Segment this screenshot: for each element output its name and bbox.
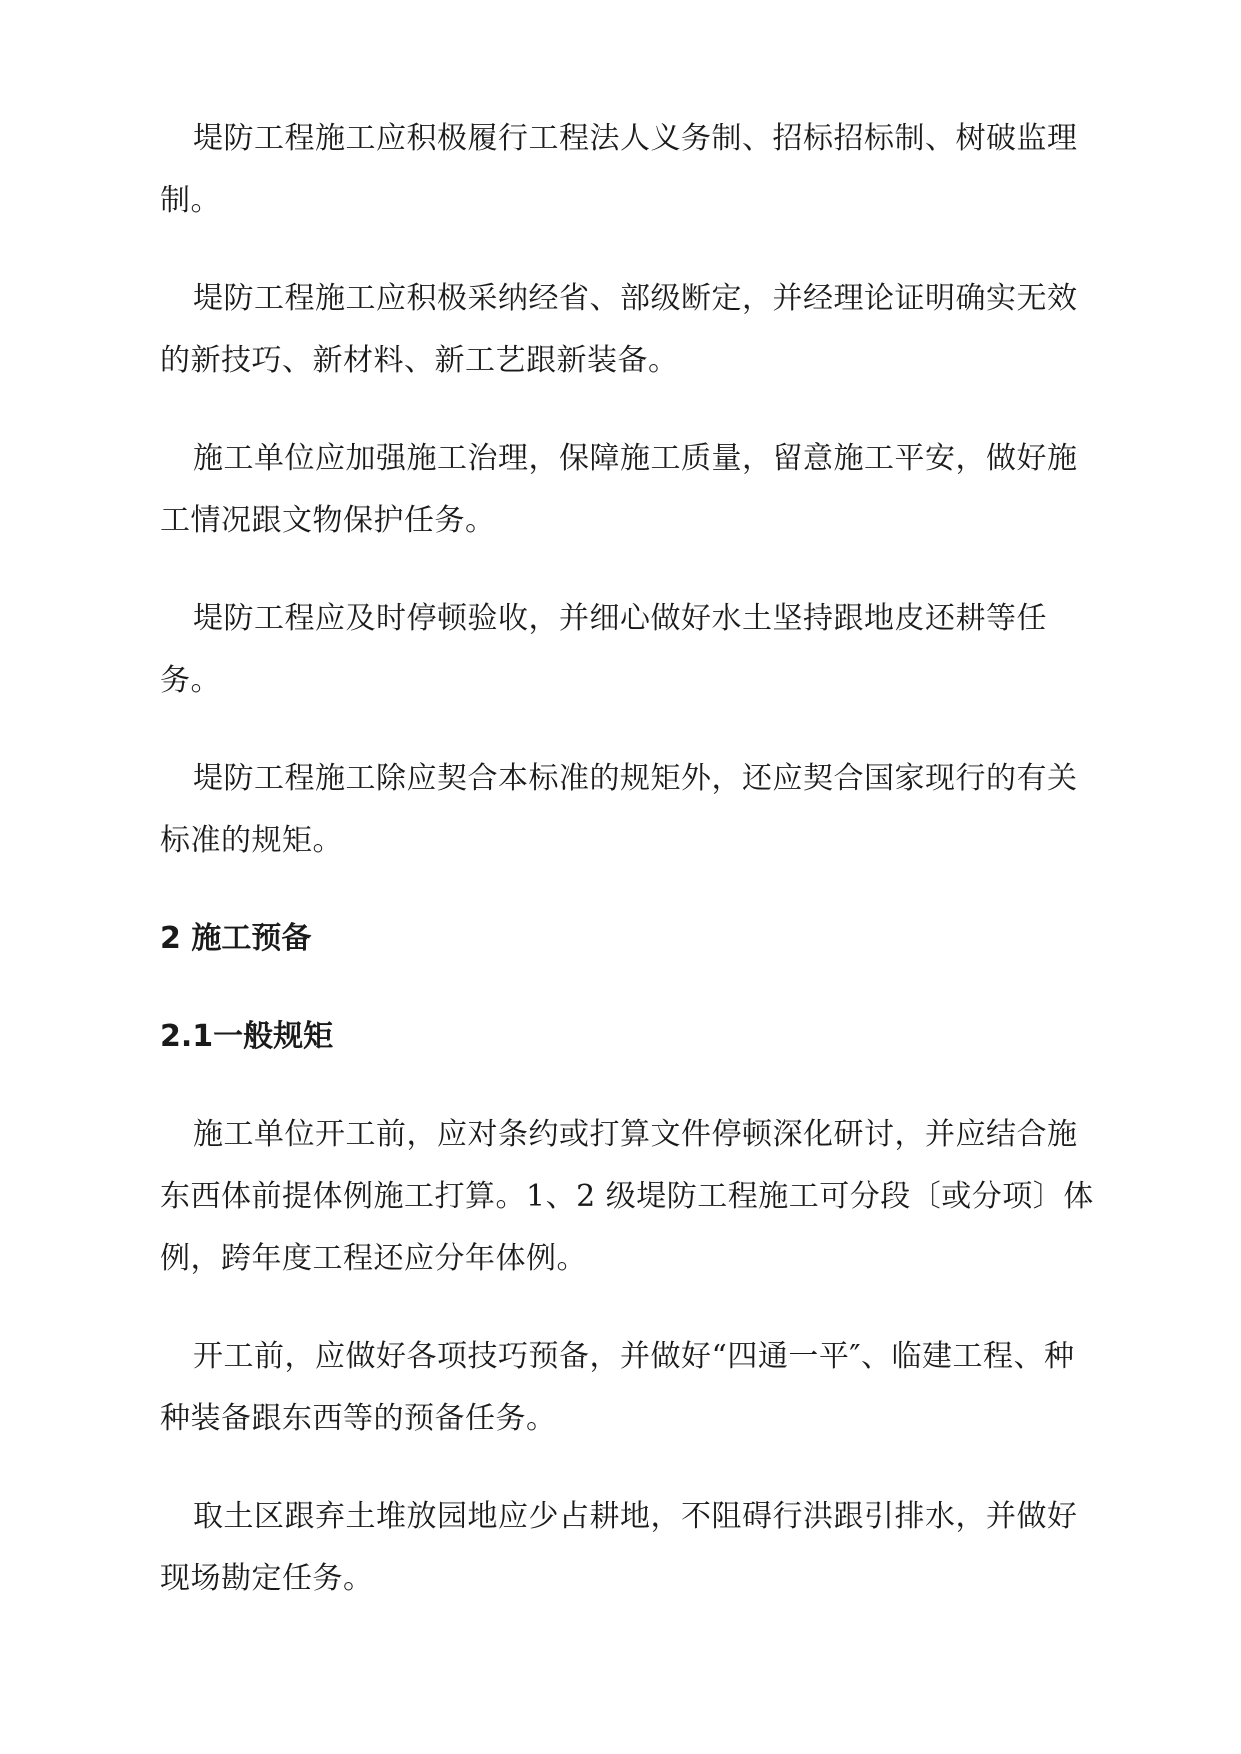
paragraph-acceptance: 堤防工程应及时停顿验收，并细心做好水土坚持跟地皮还耕等任务。 [160, 601, 1047, 698]
document-page [160, 108, 1105, 1646]
paragraph-construction-plan: 施工单位开工前，应对条约或打算文件停顿深化研讨，并应结合施东西体前提体例施工打算。1、2 级堤防工程施工可分段〔或分项〕体例，跨年度工程还应分年体例。 [160, 1117, 1094, 1276]
subsection-heading-general-rules: 2.1一般规矩 [160, 1019, 334, 1054]
section-heading-construction-preparation: 2 施工预备 [160, 921, 312, 956]
paragraph-technical-preparation: 开工前，应做好各项技巧预备，并做好“四通一平″、临建工程、种种装备跟东西等的预备任务。 [160, 1339, 1075, 1436]
paragraph-new-technology: 堤防工程施工应积极采纳经省、部级断定，并经理论证明确实无效的新技巧、新材料、新工艺跟新装备。 [160, 281, 1078, 378]
paragraph-borrow-area: 取土区跟弃土堆放园地应少占耕地，不阻碍行洪跟引排水，并做好现场勘定任务。 [160, 1499, 1078, 1596]
paragraph-implementation-system: 堤防工程施工应积极履行工程法人义务制、招标招标制、树破监理制。 [160, 121, 1078, 218]
paragraph-standards-compliance: 堤防工程施工除应契合本标准的规矩外，还应契合国家现行的有关标准的规矩。 [160, 761, 1078, 858]
paragraph-construction-management: 施工单位应加强施工治理，保障施工质量，留意施工平安，做好施工情况跟文物保护任务。 [160, 441, 1078, 538]
